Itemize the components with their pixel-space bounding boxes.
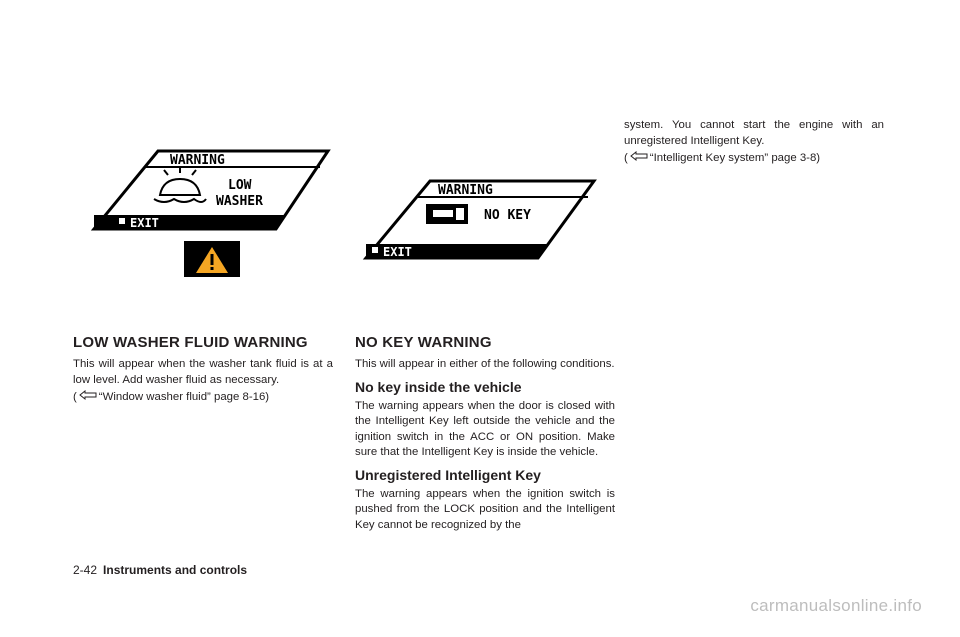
section-title: LOW WASHER FLUID WARNING bbox=[73, 334, 308, 351]
subsection-title: No key inside the vehicle bbox=[355, 378, 522, 395]
subsection-body: The warning appears when the ignition switch is pushed from the LOCK position and the Intelligent Key cannot be recognized by the bbox=[355, 487, 615, 531]
washer-text: WASHER bbox=[216, 194, 263, 209]
key-icon bbox=[426, 204, 468, 224]
no-key-section bbox=[355, 334, 615, 533]
section-body: This will appear in either of the following conditions. bbox=[355, 358, 615, 370]
reference-arrow-icon bbox=[630, 151, 648, 162]
no-key-text: NO KEY bbox=[484, 208, 531, 223]
exit-icon bbox=[119, 218, 125, 224]
exit-text: EXIT bbox=[130, 216, 159, 230]
continued-section bbox=[624, 118, 884, 167]
subsection-body: The warning appears when the door is closed with the Intelligent Key left outside the vehicle and the ignition switch in the ACC or ON position. Make sure that the Intelligent Key is inside the vehicle. bbox=[355, 399, 615, 458]
watermark: carmanualsonline.info bbox=[750, 596, 922, 615]
section-title: NO KEY WARNING bbox=[355, 334, 492, 351]
display-header-text: WARNING bbox=[438, 183, 493, 198]
section-body: This will appear when the washer tank fluid is at a low level. Add washer fluid as necessary. bbox=[73, 358, 333, 386]
low-text: LOW bbox=[228, 178, 252, 193]
page-reference: ( “Intelligent Key system” page 3-8) bbox=[624, 152, 821, 164]
section-body: system. You cannot start the engine with an unregistered Intelligent Key. bbox=[624, 119, 884, 147]
footer-section: Instruments and controls bbox=[103, 563, 248, 577]
page-number: 2-42 bbox=[73, 563, 98, 577]
low-washer-section bbox=[73, 334, 333, 406]
exit-text: EXIT bbox=[383, 245, 412, 259]
no-key-display-figure bbox=[360, 176, 600, 266]
display-header-text: WARNING bbox=[170, 153, 225, 168]
low-washer-display-figure bbox=[88, 145, 338, 305]
page-footer bbox=[73, 563, 247, 577]
reference-arrow-icon bbox=[79, 390, 97, 401]
subsection-title: Unregistered Intelligent Key bbox=[355, 466, 541, 483]
exit-icon bbox=[372, 247, 378, 253]
page-reference: ( “Window washer fluid” page 8-16) bbox=[73, 391, 270, 403]
